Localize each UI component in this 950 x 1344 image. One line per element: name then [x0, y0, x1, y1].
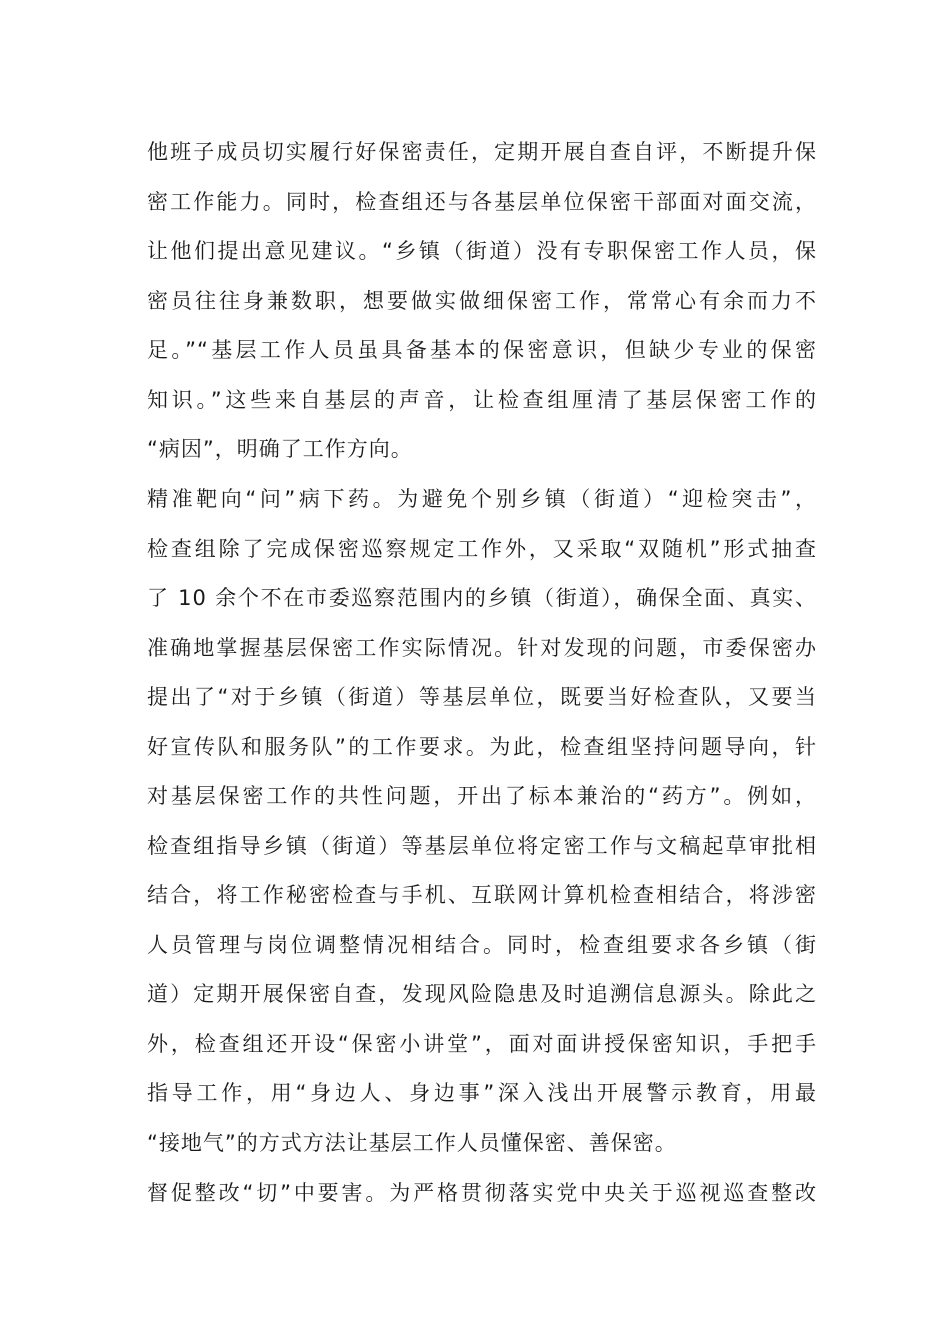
paragraph-line: 检查组除了完成保密巡察规定工作外，又采取“双随机”形式抽查: [147, 536, 817, 561]
paragraph-line: “接地气”的方式方法让基层工作人员懂保密、善保密。: [147, 1130, 677, 1155]
paragraph-3: [147, 1169, 817, 1219]
paragraph-line: 让他们提出意见建议。“乡镇（街道）没有专职保密工作人员，保: [147, 239, 817, 263]
paragraph-line: 他班子成员切实履行好保密责任，定期开展自查自评，不断提升保: [147, 140, 817, 164]
paragraph-line: 督促整改“切”中要害。为严格贯彻落实党中央关于巡视巡查整改: [147, 1181, 817, 1205]
paragraph-line: “病因”，明确了工作方向。: [147, 437, 413, 461]
paragraph-line: 好宣传队和服务队”的工作要求。为此，检查组坚持问题导向，针: [147, 734, 817, 759]
paragraph-line: 了 10 余个不在市委巡察范围内的乡镇（街道），确保全面、真实、: [147, 586, 817, 610]
paragraph-1: [147, 128, 817, 475]
paragraph-line: 知识。”这些来自基层的声音，让检查组厘清了基层保密工作的: [147, 387, 817, 412]
paragraph-line: 结合，将工作秘密检查与手机、互联网计算机检查相结合，将涉密: [147, 883, 817, 907]
paragraph-line: 准确地掌握基层保密工作实际情况。针对发现的问题，市委保密办: [147, 635, 817, 660]
paragraph-line: 对基层保密工作的共性问题，开出了标本兼治的“药方”。例如，: [147, 784, 817, 808]
paragraph-line: 足。”“基层工作人员虽具备基本的保密意识，但缺少专业的保密: [147, 338, 817, 362]
paragraph-line: 指导工作，用“身边人、身边事”深入浅出开展警示教育，用最: [147, 1081, 817, 1105]
paragraph-line: 人员管理与岗位调整情况相结合。同时，检查组要求各乡镇（街: [147, 932, 817, 957]
paragraph-2: [147, 475, 817, 1168]
paragraph-line: 密员往往身兼数职，想要做实做细保密工作，常常心有余而力不: [147, 288, 817, 313]
paragraph-line: 道）定期开展保密自查，发现风险隐患及时追溯信息源头。除此之: [147, 982, 817, 1006]
paragraph-line: 提出了“对于乡镇（街道）等基层单位，既要当好检查队，又要当: [147, 685, 817, 709]
paragraph-line: 外，检查组还开设“保密小讲堂”，面对面讲授保密知识，手把手: [147, 1031, 817, 1056]
paragraph-line: 检查组指导乡镇（街道）等基层单位将定密工作与文稿起草审批相: [147, 833, 817, 858]
paragraph-line: 精准靶向“问”病下药。为避免个别乡镇（街道）“迎检突击”，: [147, 487, 817, 511]
paragraph-line: 密工作能力。同时，检查组还与各基层单位保密干部面对面交流，: [147, 189, 817, 214]
